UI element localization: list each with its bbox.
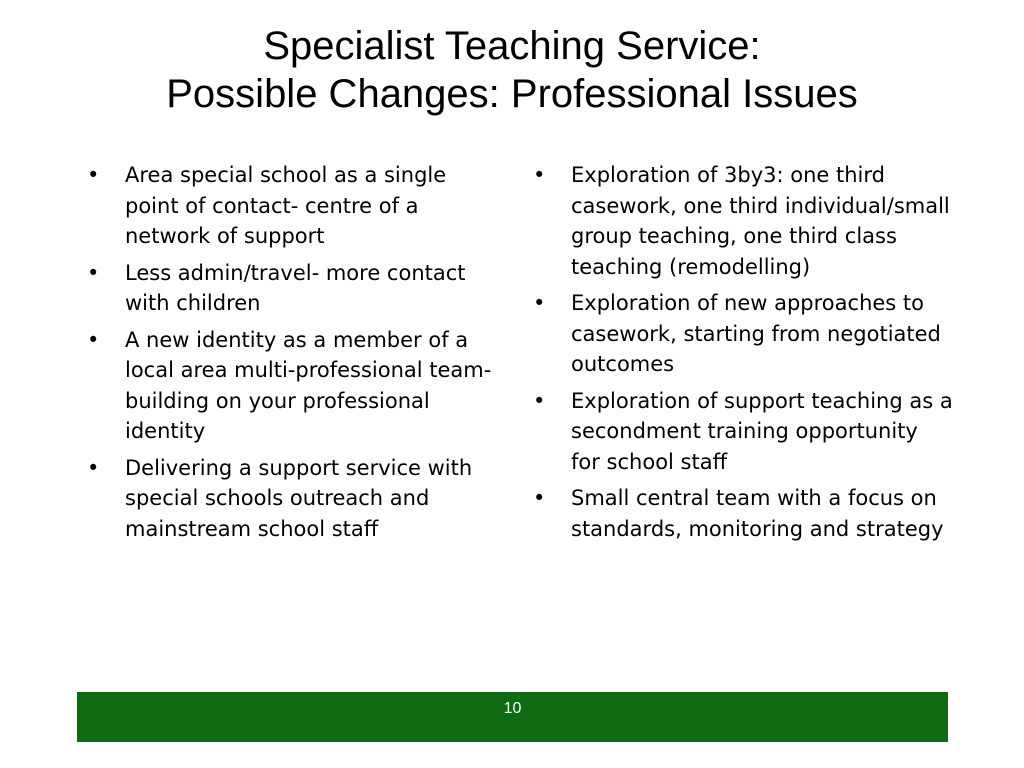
footer-bar xyxy=(77,692,948,742)
bullet-icon: • xyxy=(533,486,546,510)
list-item-text: A new identity as a member of a local area multi-professional team- building on your professional identity xyxy=(125,327,492,443)
list-item-text: Exploration of new approaches to casework, starting from negotiated outcomes xyxy=(571,291,941,376)
bullet-icon: • xyxy=(87,163,100,187)
right-bullet-list xyxy=(533,160,953,550)
list-item xyxy=(533,483,953,544)
slide-title-line-2: Possible Changes: Professional Issues xyxy=(166,72,858,116)
list-item xyxy=(533,160,953,282)
bullet-icon: • xyxy=(533,163,546,187)
bullet-icon: • xyxy=(87,260,100,285)
list-item xyxy=(533,288,953,380)
bullet-icon: • xyxy=(533,291,546,315)
list-item-text: Small central team with a focus on standards, monitoring and strategy xyxy=(571,486,944,541)
list-item-text: Area special school as a single point of contact- centre of a network of support xyxy=(125,163,447,248)
left-bullet-list xyxy=(87,160,497,550)
bullet-icon: • xyxy=(533,388,546,413)
list-item-text: Exploration of support teaching as a secondment training opportunity for school staff xyxy=(571,388,953,474)
list-item xyxy=(87,160,497,252)
bullet-icon: • xyxy=(87,455,100,480)
list-item xyxy=(87,453,497,545)
list-item xyxy=(533,386,953,478)
list-item-text: Delivering a support service with special schools outreach and mainstream school staff xyxy=(125,455,473,541)
slide-title xyxy=(0,22,1024,118)
list-item-text: Less admin/travel- more contact with children xyxy=(125,260,466,315)
list-item xyxy=(87,325,497,447)
page-number: 10 xyxy=(503,700,522,717)
slide-title-line-1: Specialist Teaching Service: xyxy=(263,24,761,68)
list-item-text: Exploration of 3by3: one third casework, one third individual/small group teaching, one third class teaching (remodelling) xyxy=(571,163,950,279)
bullet-icon: • xyxy=(87,327,100,352)
list-item xyxy=(87,258,497,319)
